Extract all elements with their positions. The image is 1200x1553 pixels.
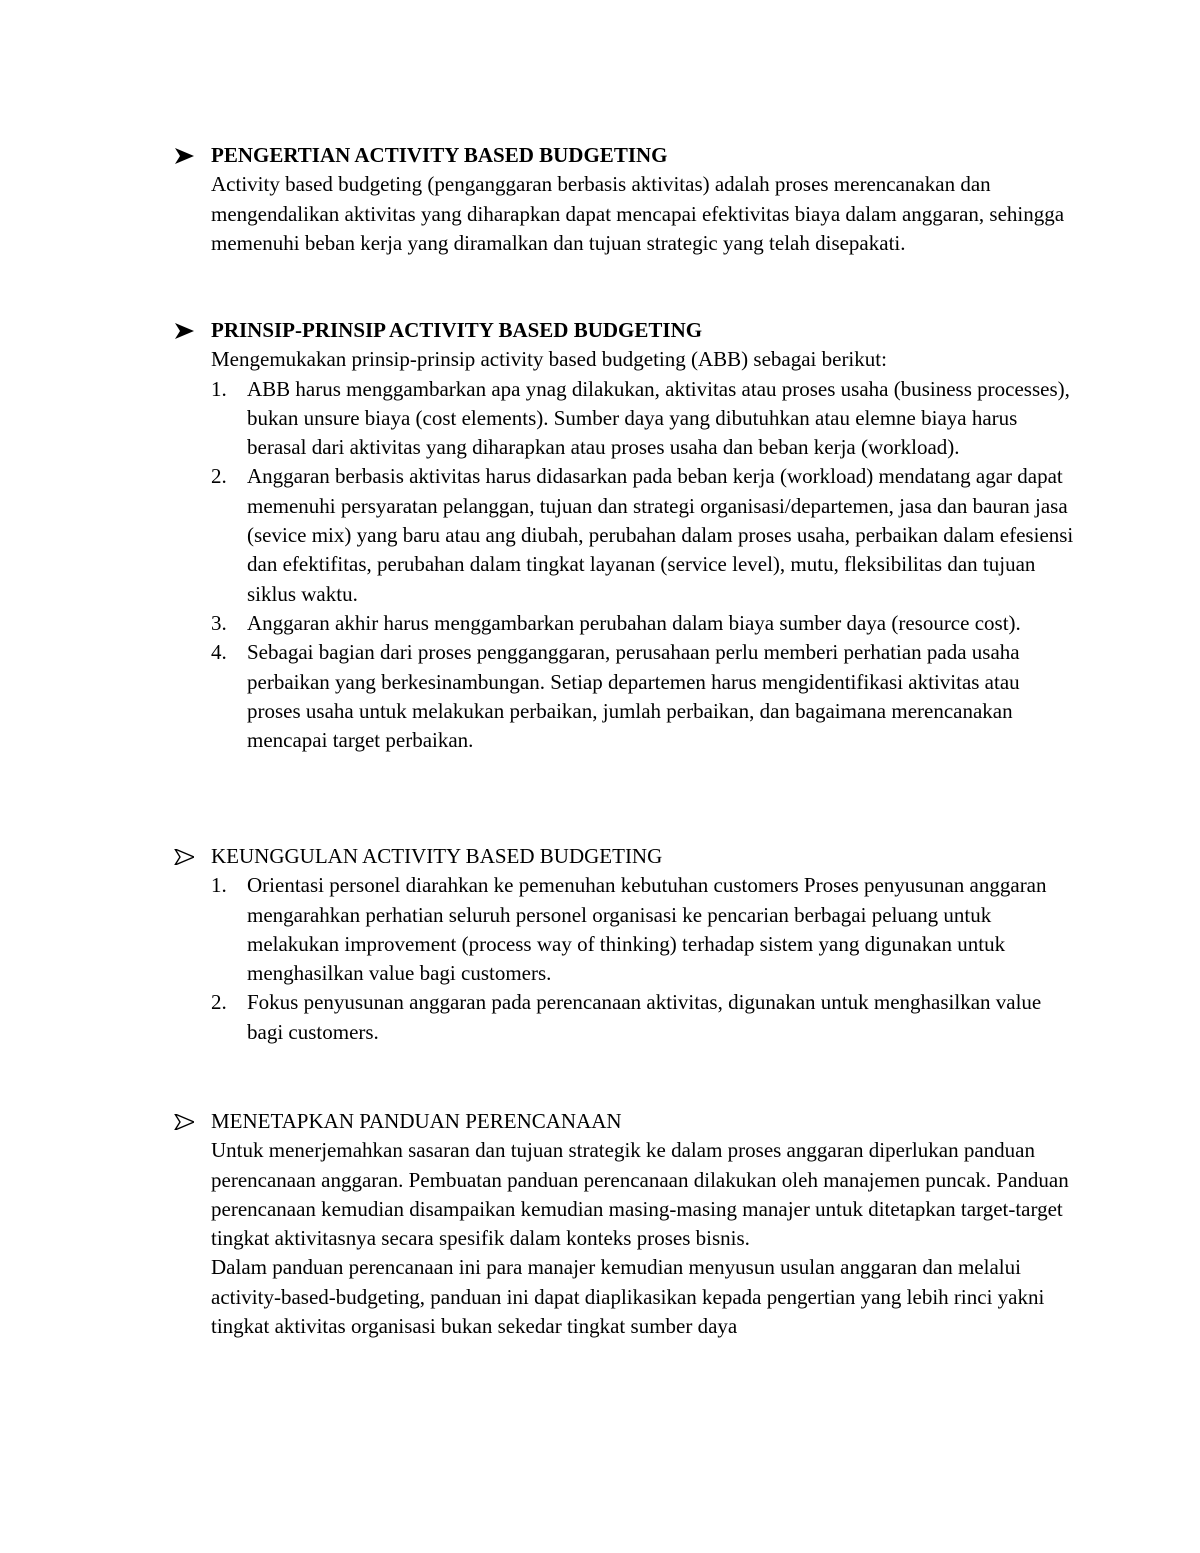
list-item-text: Anggaran berbasis aktivitas harus didasarkan pada beban kerja (workload) mendatang agar dapat memenuhi persyaratan pelanggan, tujuan dan strategi organisasi/departemen, jasa dan bauran jasa (sevice mix) yang baru atau ang diubah, perubahan dalam proses usaha, perbaikan dalam efesiensi dan efektifitas, perubahan dalam tingkat layanan (service level), mutu, fleksibilitas dan tujuan siklus waktu. xyxy=(247,464,1074,606)
list-item xyxy=(211,638,1074,755)
section-heading: PRINSIP-PRINSIP ACTIVITY BASED BUDGETING xyxy=(211,318,703,342)
list-number: 4. xyxy=(211,640,227,665)
list-number: 1. xyxy=(211,376,227,401)
list-item-text: Orientasi personel diarahkan ke pemenuhan kebutuhan customers Proses penyusunan anggaran mengarahkan perhatian seluruh personel organisasi ke pencarian berbagai peluang untuk melakukan improvement (process way of thinking) terhadap sistem yang digunakan untuk menghasilkan value bagi customers. xyxy=(247,873,1047,986)
numbered-list xyxy=(174,871,1074,1047)
section-heading: MENETAPKAN PANDUAN PERENCANAAN xyxy=(211,1109,622,1133)
section-heading: KEUNGGULAN ACTIVITY BASED BUDGETING xyxy=(211,844,663,868)
section-heading-row xyxy=(174,316,1074,345)
section-heading-row xyxy=(174,1107,1074,1136)
list-number: 1. xyxy=(211,873,227,898)
list-item xyxy=(211,462,1074,608)
list-item xyxy=(211,609,1074,638)
list-item-text: ABB harus menggambarkan apa ynag dilakukan, aktivitas atau proses usaha (business processes), bukan unsure biaya (cost elements). Sumber daya yang dibutuhkan atau elemne biaya harus berasal dari aktivitas yang diharapkan atau proses usaha dan beban kerja (workload). xyxy=(247,376,1070,460)
list-item xyxy=(211,988,1074,1047)
section-paragraph: Dalam panduan perencanaan ini para manajer kemudian menyusun usulan anggaran dan melalui activity-based-budgeting, panduan ini dapat diaplikasikan kepada pengertian yang lebih rinci yakni tingkat aktivitas organisasi bukan sekedar tingkat sumber daya xyxy=(211,1255,1045,1339)
section-prinsip xyxy=(174,316,1074,755)
arrow-bullet-icon xyxy=(174,323,194,339)
section-paragraph: Activity based budgeting (penganggaran berbasis aktivitas) adalah proses merencanakan dan mengendalikan aktivitas yang diharapkan dapat mencapai efektivitas biaya dalam anggaran, sehingga memenuhi beban kerja yang diramalkan dan tujuan strategic yang telah disepakati. xyxy=(211,172,1065,255)
section-intro: Mengemukakan prinsip-prinsip activity based budgeting (ABB) sebagai berikut: xyxy=(211,347,887,372)
section-heading-row xyxy=(174,141,1074,170)
list-item xyxy=(211,375,1074,463)
numbered-list xyxy=(174,375,1074,756)
list-item-text: Sebagai bagian dari proses pengganggaran, perusahaan perlu memberi perhatian pada usaha perbaikan yang berkesinambungan. Setiap departemen harus mengidentifikasi aktivitas atau proses usaha untuk melakukan perbaikan, jumlah perbaikan, dan bagaimana merencanakan mencapai target perbaikan. xyxy=(247,640,1020,753)
arrow-bullet-icon xyxy=(174,148,194,164)
section-panduan xyxy=(174,1107,1074,1341)
list-item xyxy=(211,871,1074,988)
section-paragraph: Untuk menerjemahkan sasaran dan tujuan strategik ke dalam proses anggaran diperlukan panduan perencanaan anggaran. Pembuatan panduan perencanaan dilakukan oleh manajemen puncak. Panduan perencanaan kemudian disampaikan kemudian masing-masing manajer untuk ditetapkan target-target tingkat aktivitasnya secara spesifik dalam konteks proses bisnis. xyxy=(211,1138,1069,1251)
list-number: 2. xyxy=(211,464,227,489)
list-item-text: Anggaran akhir harus menggambarkan perubahan dalam biaya sumber daya (resource cost). xyxy=(247,610,1021,635)
list-number: 2. xyxy=(211,990,227,1015)
list-number: 3. xyxy=(211,610,227,635)
arrow-bullet-icon xyxy=(174,849,194,865)
section-heading: PENGERTIAN ACTIVITY BASED BUDGETING xyxy=(211,143,668,167)
section-pengertian xyxy=(174,141,1074,258)
arrow-bullet-icon xyxy=(174,1114,194,1130)
section-heading-row xyxy=(174,842,1074,871)
list-item-text: Fokus penyusunan anggaran pada perencanaan aktivitas, digunakan untuk menghasilkan value bagi customers. xyxy=(247,990,1042,1044)
section-keunggulan xyxy=(174,842,1074,1047)
